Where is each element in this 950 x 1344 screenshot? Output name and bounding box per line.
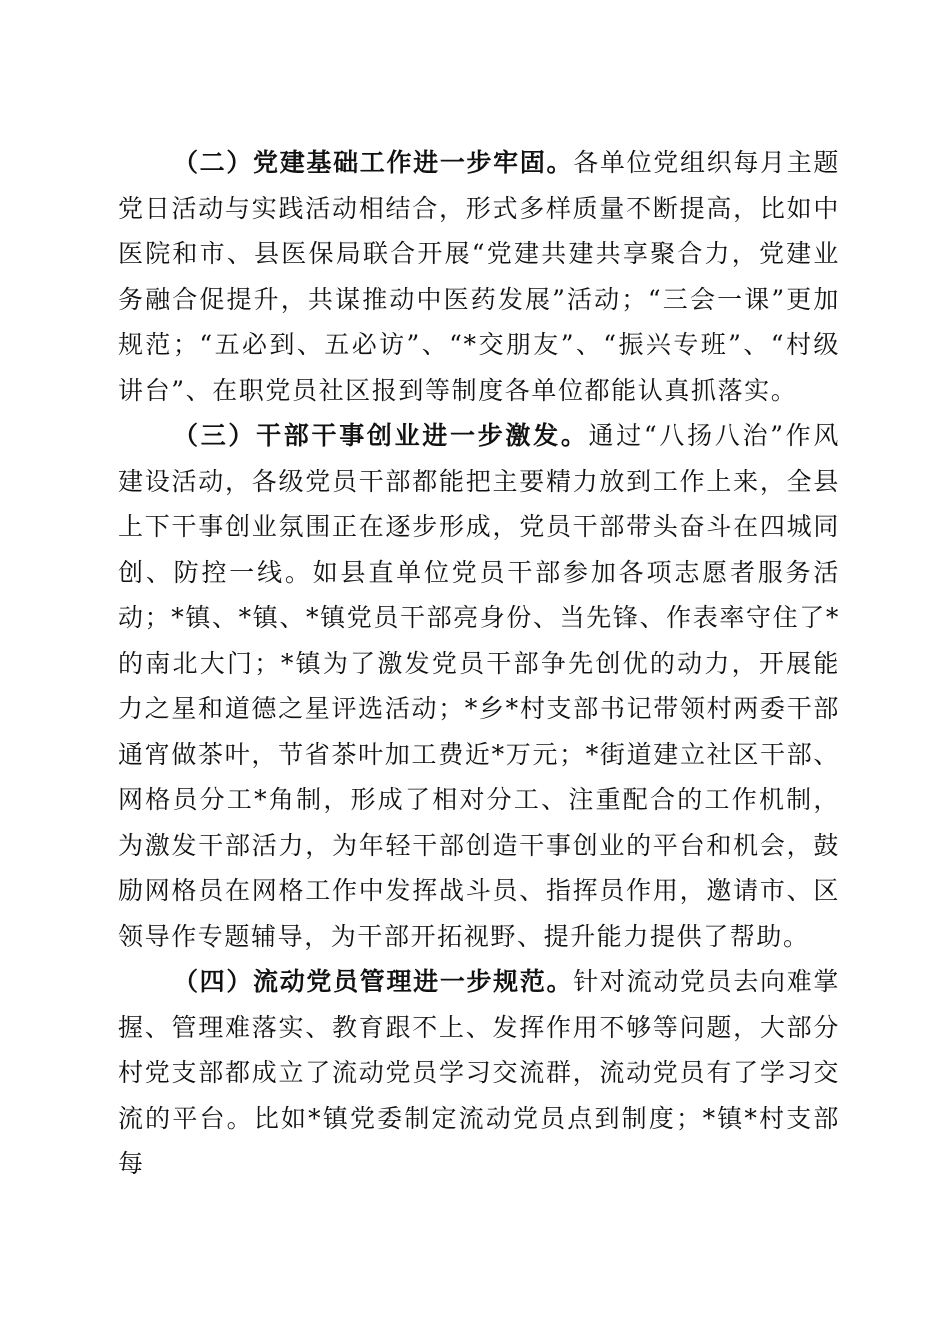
paragraph-text: 针对流动党员去向难掌握、管理难落实、教育跟不上、发挥作用不够等问题，大部分村党支部都成立了流动党员学习交流群，流动党员有了学习交流的平台。比如*镇党委制定流动党员点到制度；*镇*村支部每 <box>118 967 840 1178</box>
section-heading: （四）流动党员管理进一步规范。 <box>173 967 574 996</box>
section-heading: （二）党建基础工作进一步牢固。 <box>173 148 574 177</box>
paragraph-cadre-motivation <box>118 413 840 959</box>
paragraph-text: 各单位党组织每月主题党日活动与实践活动相结合，形式多样质量不断提高，比如中医院和市、县医保局联合开展“党建共建共享聚合力，党建业务融合促提升，共谋推动中医药发展”活动；“三会一课”更加规范；“五必到、五必访”、“*交朋友”、“振兴专班”、“村级讲台”、在职党员社区报到等制度各单位都能认真抓落实。 <box>118 148 840 405</box>
section-heading: （三）干部干事创业进一步激发。 <box>173 421 589 450</box>
document-body <box>118 140 840 1187</box>
paragraph-text: 通过“八扬八治”作风建设活动，各级党员干部都能把主要精力放到工作上来，全县上下干事创业氛围正在逐步形成，党员干部带头奋斗在四城同创、防控一线。如县直单位党员干部参加各项志愿者服务活动；*镇、*镇、*镇党员干部亮身份、当先锋、作表率守住了*的南北大门；*镇为了激发党员干部争先创优的动力，开展能力之星和道德之星评选活动；*乡*村支部书记带领村两委干部通宵做茶叶，节省茶叶加工费近*万元；*街道建立社区干部、网格员分工*角制，形成了相对分工、注重配合的工作机制，为激发干部活力，为年轻干部创造干事创业的平台和机会，鼓励网格员在网格工作中发挥战斗员、指挥员作用，邀请市、区领导作专题辅导，为干部开拓视野、提升能力提供了帮助。 <box>118 421 840 951</box>
paragraph-mobile-members <box>118 959 840 1187</box>
paragraph-party-building-foundation <box>118 140 840 413</box>
